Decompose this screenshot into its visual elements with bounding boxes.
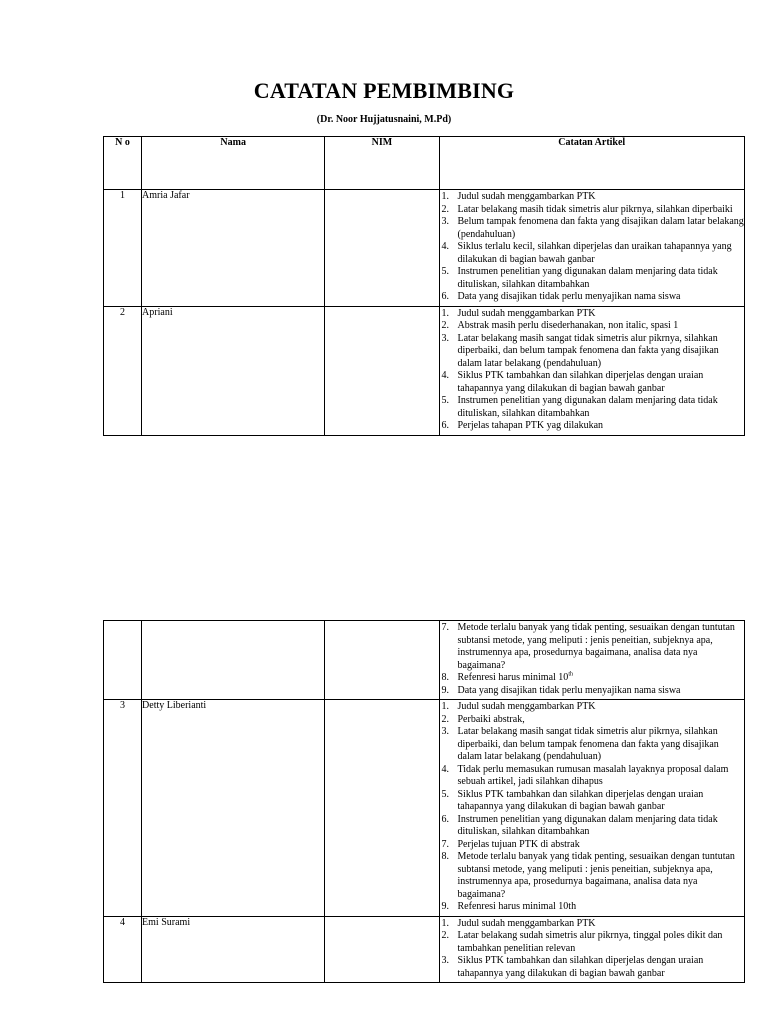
notes-list	[440, 701, 745, 914]
note-item	[441, 701, 745, 714]
note-number: 4.	[441, 241, 449, 252]
note-item	[441, 266, 745, 291]
row-number	[104, 621, 142, 700]
note-number: 6.	[441, 813, 449, 825]
note-item	[441, 763, 745, 789]
note-text: Data yang disajikan tidak perlu menyajikan nama siswa	[457, 684, 681, 696]
note-item	[441, 901, 745, 914]
note-item	[441, 788, 745, 814]
note-text: Tidak perlu memasukan rumusan masalah layaknya proposal dalam sebuah artikel, jadi silahkan dihapus	[457, 763, 729, 787]
note-item	[441, 813, 745, 839]
page-title: CATATAN PEMBIMBING	[253, 78, 515, 103]
notes-list	[440, 918, 745, 981]
student-nim	[325, 916, 439, 983]
note-number: 6.	[441, 291, 449, 302]
note-item	[441, 622, 745, 672]
note-text: Instrumen penelitian yang digunakan dalam menjaring data tidak dituliskan, silahkan ditambahkan	[457, 813, 718, 837]
student-nim	[325, 306, 439, 435]
note-text: Judul sudah menggambarkan PTK	[457, 701, 596, 712]
note-item	[441, 370, 745, 395]
note-item	[441, 917, 745, 931]
notes-table-page-1	[103, 136, 745, 436]
notes-list	[440, 622, 745, 697]
note-text: Siklus PTK tambahkan dan silahkan diperjelas dengan uraian tahapannya yang dilakukan di bagian bawah ganbar	[457, 955, 704, 979]
note-item	[441, 191, 745, 204]
note-text: Belum tampak fenomena dan fakta yang disajikan dalam latar belakang (pendahuluan)	[457, 216, 744, 240]
note-number: 2.	[441, 930, 449, 941]
student-nim	[325, 190, 439, 307]
table-row	[104, 916, 745, 983]
note-item	[441, 291, 745, 304]
note-item	[441, 203, 745, 217]
row-number: 2	[104, 306, 142, 435]
note-text: Abstrak masih perlu disederhanakan, non italic, spasi 1	[457, 320, 679, 331]
table-row	[104, 700, 745, 917]
student-name: Apriani	[142, 306, 325, 435]
note-text: Judul sudah menggambarkan PTK	[457, 307, 596, 319]
note-item	[441, 671, 745, 685]
note-text: Metode terlalu banyak yang tidak penting, sesuaikan dengan tuntutan subtansi metode, yang meliputi : jenis peneitian, subjeknya apa, instrumennya apa, prosedurnya bagaimana, analisa data nya bagaimana?	[457, 851, 735, 900]
note-text: Latar belakang masih sangat tidak simetris alur pikrnya, silahkan diperbaiki, dan belum tampak fenomena dan fakta yang disajikan dalam latar belakang (pendahuluan)	[457, 332, 719, 369]
note-number: 3.	[441, 332, 449, 344]
note-text: Latar belakang masih sangat tidak simetris alur pikrnya, silahkan diperbaiki, dan belum tampak fenomena dan fakta yang disajikan dalam latar belakang (pendahuluan)	[457, 726, 719, 762]
note-text: Perbaiki abstrak,	[457, 713, 525, 725]
note-number: 5.	[441, 395, 449, 406]
student-name: Amria Jafar	[142, 190, 325, 307]
note-item	[441, 216, 745, 241]
note-number: 7.	[441, 838, 449, 850]
note-number: 5.	[441, 266, 449, 277]
note-number: 1.	[441, 917, 449, 929]
note-text: Perjelas tujuan PTK di abstrak	[457, 838, 580, 850]
student-nim	[325, 700, 439, 917]
note-number: 6.	[441, 420, 449, 431]
note-number: 5.	[441, 788, 449, 800]
supervisor-name: (Dr. Noor Hujjatusnaini, M.Pd)	[316, 114, 452, 125]
note-number: 2.	[441, 713, 449, 725]
note-item	[441, 851, 745, 901]
header-no: N o	[104, 137, 142, 190]
note-number: 2.	[441, 203, 449, 215]
row-number: 4	[104, 916, 142, 983]
note-text: Latar belakang masih tidak simetris alur pikrnya, silahkan diperbaiki	[457, 203, 733, 215]
student-name: Detty Liberianti	[142, 700, 325, 917]
note-number: 2.	[441, 320, 449, 331]
row-number: 1	[104, 190, 142, 307]
note-number: 4.	[441, 370, 449, 381]
note-superscript: th	[568, 671, 573, 678]
note-item	[441, 684, 745, 698]
note-item	[441, 307, 745, 321]
note-item	[441, 726, 745, 764]
note-text: Refenresi harus minimal 10	[457, 672, 569, 683]
note-text: Siklus PTK tambahkan dan silahkan diperjelas dengan uraian tahapannya yang dilakukan di bagian bawah ganbar	[457, 370, 704, 394]
note-text: Metode terlalu banyak yang tidak penting, sesuaikan dengan tuntutan subtansi metode, yang meliputi : jenis peneitian, subjeknya apa, instrumennya apa, prosedurnya bagaimana, analisa data nya bagaimana?	[457, 622, 735, 671]
note-number: 1.	[441, 307, 449, 319]
row-number: 3	[104, 700, 142, 917]
table-row	[104, 306, 745, 435]
header-nim: NIM	[325, 137, 439, 190]
student-name	[142, 621, 325, 700]
note-item	[441, 955, 745, 980]
note-text: Perjelas tahapan PTK yag dilakukan	[457, 420, 604, 431]
note-item	[441, 395, 745, 420]
note-item	[441, 838, 745, 852]
note-item	[441, 241, 745, 266]
note-number: 1.	[441, 191, 449, 202]
note-text: Judul sudah menggambarkan PTK	[457, 917, 596, 929]
header-catatan: Catatan Artikel	[439, 137, 745, 190]
student-nim	[325, 621, 439, 700]
article-notes	[439, 621, 745, 700]
note-item	[441, 420, 745, 433]
article-notes	[439, 916, 745, 983]
table-row	[104, 190, 745, 307]
notes-list	[440, 191, 745, 304]
note-text: Latar belakang sudah simetris alur pikrnya, tinggal poles dikit dan tambahkan penelitian relevan	[457, 930, 723, 954]
note-number: 9.	[441, 684, 449, 696]
note-text: Instrumen penelitian yang digunakan dalam menjaring data tidak dituliskan, silahkan ditambahkan	[457, 395, 718, 419]
note-text: Siklus terlalu kecil, silahkan diperjelas dan uraikan tahapannya yang dilakukan di bagian bawah ganbar	[457, 241, 732, 265]
note-item	[441, 713, 745, 727]
note-item	[441, 320, 745, 333]
note-text: Siklus PTK tambahkan dan silahkan diperjelas dengan uraian tahapannya yang dilakukan di bagian bawah ganbar	[457, 788, 704, 812]
notes-list	[440, 308, 745, 433]
article-notes	[439, 700, 745, 917]
note-number: 1.	[441, 701, 449, 712]
student-name: Emi Surami	[142, 916, 325, 983]
note-item	[441, 930, 745, 955]
note-text: Data yang disajikan tidak perlu menyajikan nama siswa	[457, 291, 681, 302]
note-text: Judul sudah menggambarkan PTK	[457, 191, 596, 202]
note-number: 3.	[441, 216, 449, 227]
note-number: 4.	[441, 763, 449, 775]
header-nama: Nama	[142, 137, 325, 190]
table-header-row	[104, 137, 745, 190]
note-text: Instrumen penelitian yang digunakan dalam menjaring data tidak dituliskan, silahkan ditambahkan	[457, 266, 718, 290]
notes-table-page-2	[103, 620, 745, 983]
article-notes	[439, 190, 745, 307]
note-number: 9.	[441, 901, 449, 912]
note-item	[441, 332, 745, 371]
note-number: 7.	[441, 622, 449, 633]
table-row	[104, 621, 745, 700]
note-number: 3.	[441, 955, 449, 966]
note-number: 8.	[441, 672, 449, 683]
note-text: Refenresi harus minimal 10th	[457, 901, 577, 912]
article-notes	[439, 306, 745, 435]
note-number: 8.	[441, 851, 449, 862]
note-number: 3.	[441, 726, 449, 737]
